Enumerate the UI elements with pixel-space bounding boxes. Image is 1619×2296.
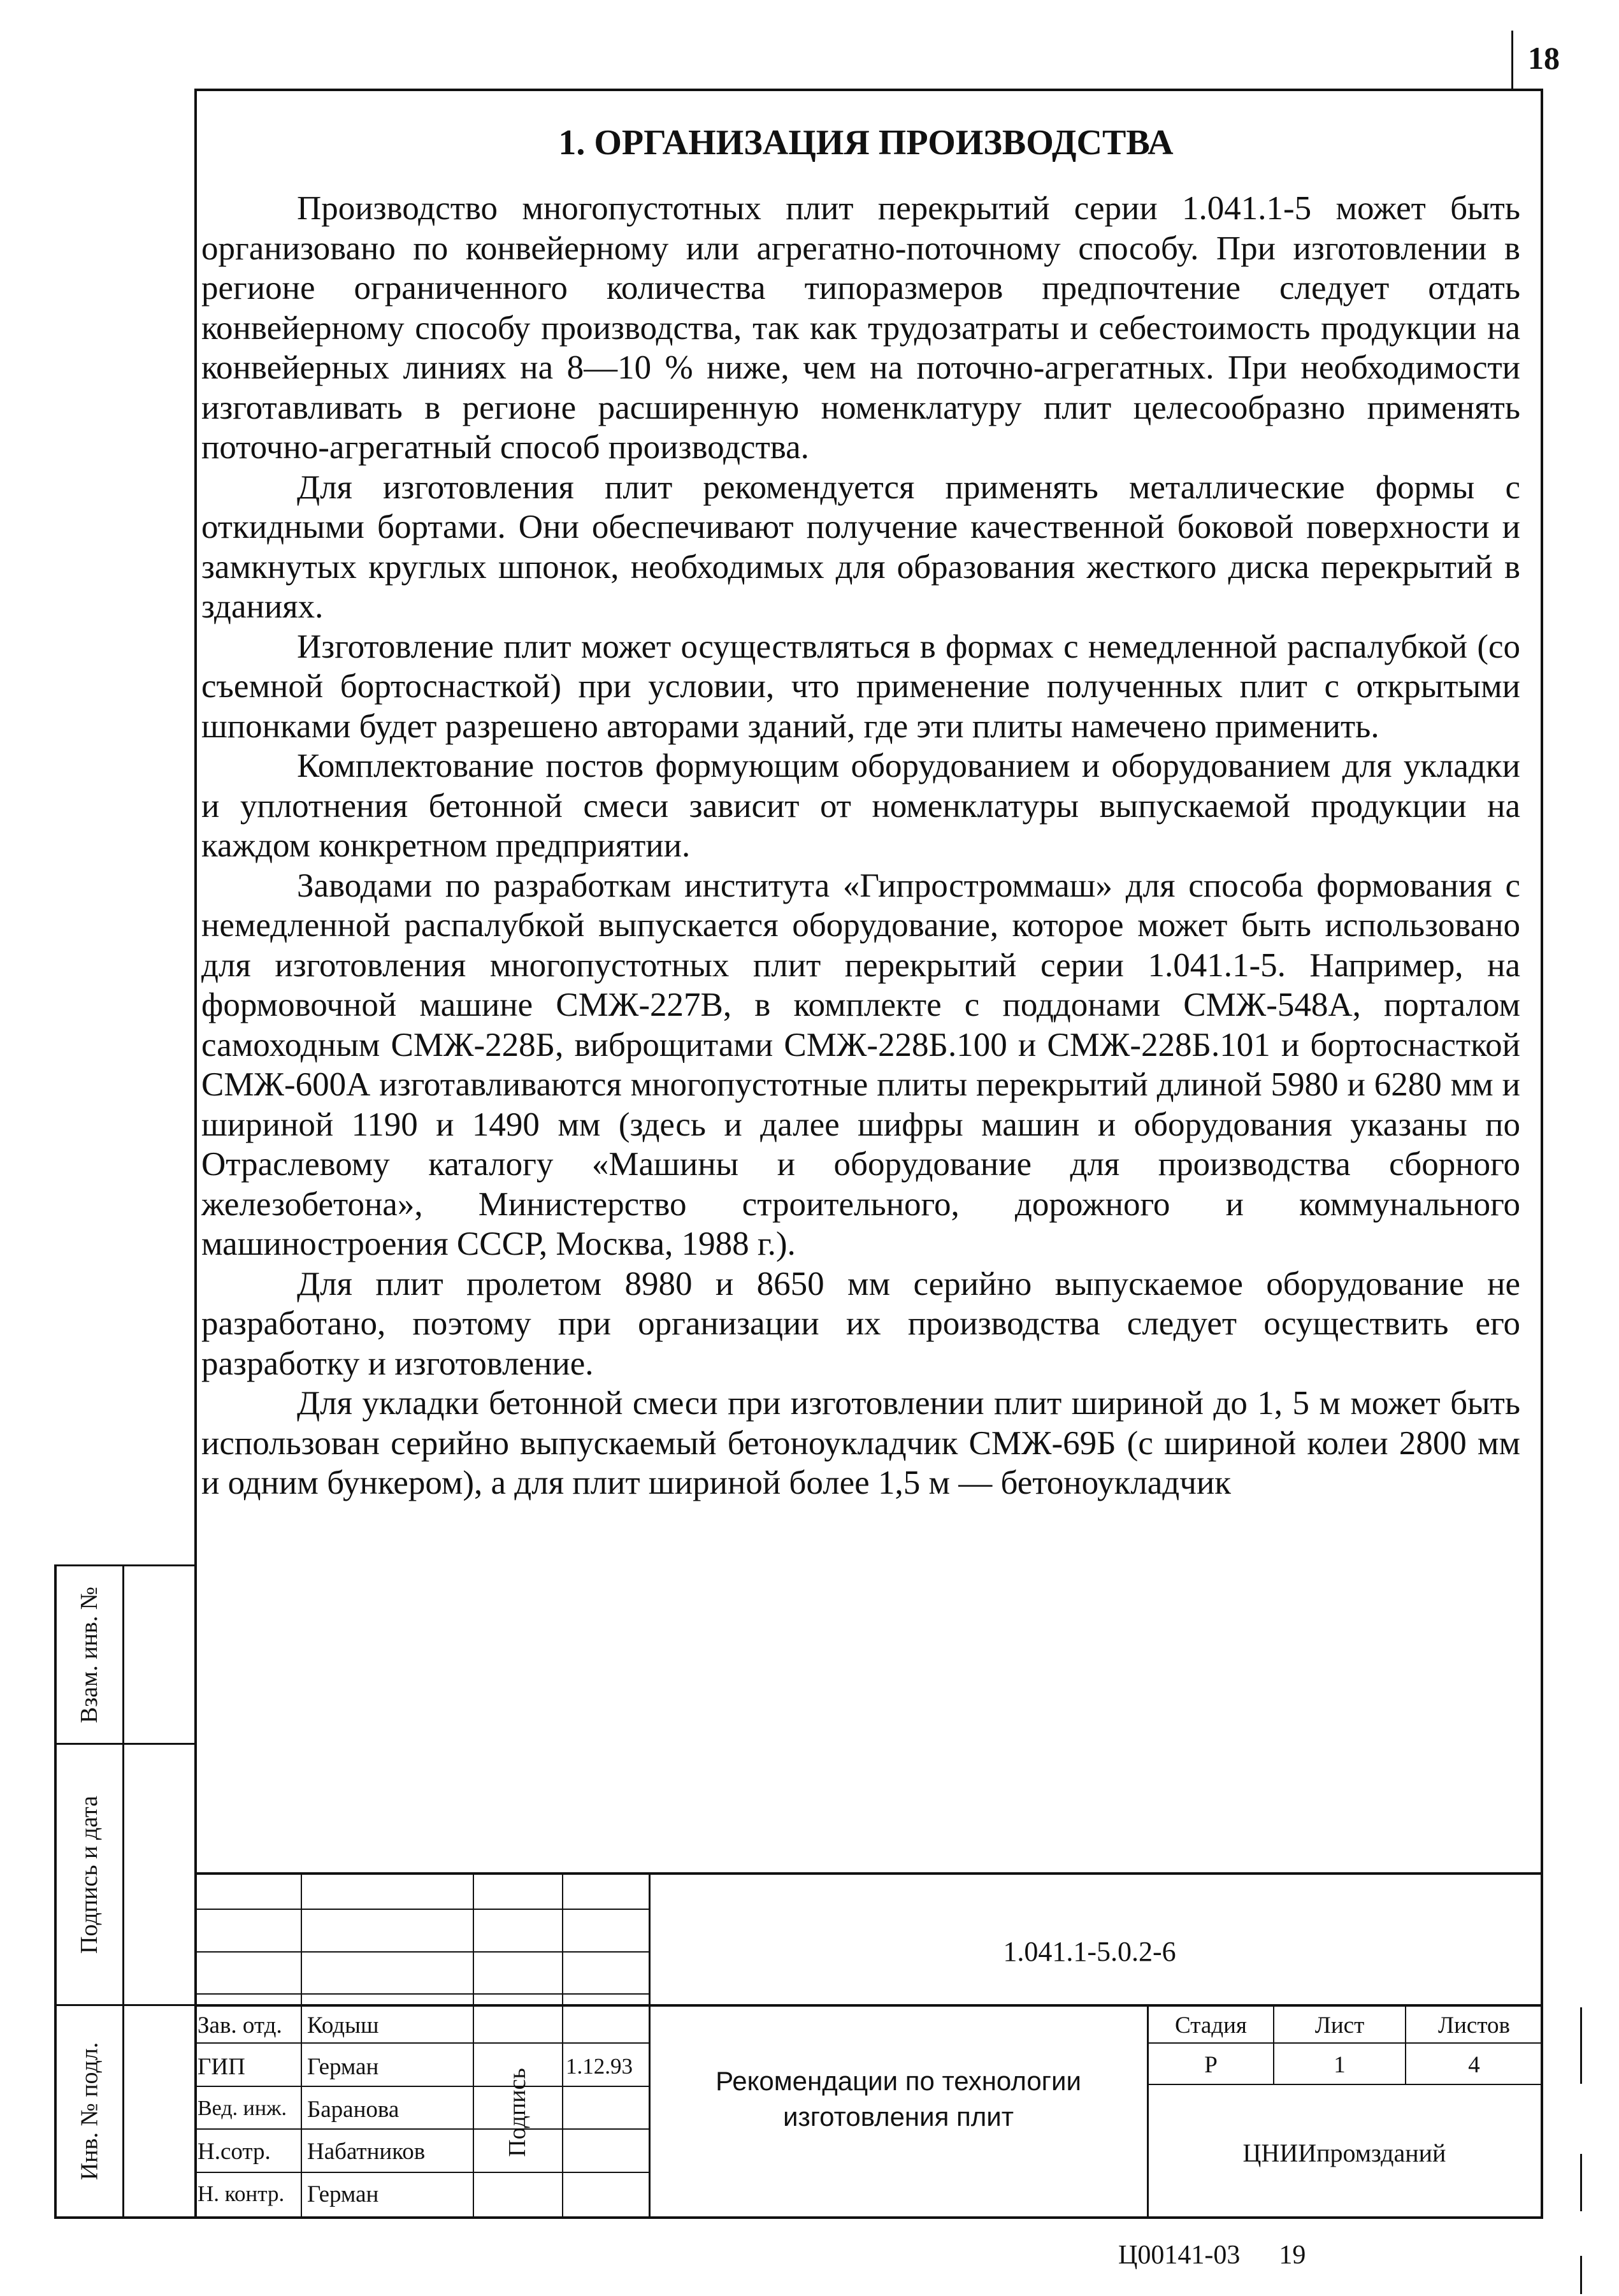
name-3: Баранова	[307, 2097, 399, 2123]
paragraph-6: Для плит пролетом 8980 и 8650 мм серийно выпускаемое оборудование не разработано, поэтому при организации их производства следует осуществить его разработку и изготовление.	[201, 1265, 1520, 1382]
footer-number: 19	[1279, 2241, 1306, 2270]
tb-row-2	[194, 2086, 649, 2087]
document-title: Рекомендации по технологии изготовления плит	[716, 2066, 1081, 2132]
document-code: 1.041.1-5.0.2-6	[1003, 1936, 1176, 1967]
role-1: Зав. отд.	[198, 2012, 282, 2039]
paragraph-2: Для изготовления плит рекомендуется применять металлические формы с откидными бортами. Они обеспечивают получение качественной боковой поверхности и замкнутых круглых шпонок, необходимых для образования жесткого диска перекрытий в зданиях.	[201, 468, 1520, 625]
footer-code: Ц00141-03	[1118, 2241, 1241, 2270]
page-number: 18	[1528, 40, 1560, 76]
sheets-label: Листов	[1438, 2012, 1510, 2039]
role-2: ГИП	[198, 2054, 245, 2080]
paragraph-7: Для укладки бетонной смеси при изготовлении плит шириной до 1, 5 м может быть использован серийно выпускаемый бетоноукладчик СМЖ-69Б (с шириной колеи 2800 мм и одним бункером), а для плит шириной более 1,5 м — бетоноукладчик	[201, 1385, 1520, 1501]
scan-mark-2	[1580, 2154, 1582, 2211]
frame-bottom	[54, 2216, 1543, 2219]
tb-row-c	[194, 1993, 649, 1995]
sheet-label: Лист	[1314, 2012, 1365, 2039]
tb-top	[194, 1872, 1543, 1875]
tb-col-1	[301, 1872, 302, 2218]
footer	[1118, 2240, 1306, 2271]
scan-mark-1	[1580, 2007, 1582, 2084]
paragraph-1: Производство многопустотных плит перекрытий серии 1.041.1-5 может быть организовано по конвейерному или агрегатно-поточному способу. При изготовлении в регионе ограниченного количества типоразмеров предпочтение следует отдать конвейерному способу производства, так как трудозатраты и себестоимость продукции на конвейерных линиях на 8—10 % ниже, чем на поточно-агрегатных. При необходимости изготавливать в регионе расширенную номенклатуру плит целесообразно применять поточно-агрегатный способ производства.	[201, 190, 1520, 466]
document-body	[198, 90, 1534, 1503]
paragraph-3: Изготовление плит может осуществляться в формах с немедленной распалубкой (со съемной бортоснасткой) при условии, что применение полученных плит с открытыми шпонками будет разрешено авторами зданий, где эти плиты намечено применить.	[201, 628, 1520, 745]
name-5: Герман	[307, 2181, 379, 2207]
inv-orig-label: Инв. № подл.	[76, 2042, 103, 2181]
name-4: Набатников	[307, 2139, 426, 2165]
tb-col-4	[649, 1872, 651, 2218]
section-heading: 1. ОРГАНИЗАЦИЯ ПРОИЗВОДСТВА	[558, 123, 1174, 162]
page-number-box-left	[1511, 31, 1513, 89]
tb-col-3	[562, 1872, 563, 2218]
tb-right-row-2	[1147, 2084, 1543, 2085]
name-2: Герман	[307, 2054, 379, 2080]
stage-value: Р	[1204, 2052, 1218, 2078]
side-strip-left	[54, 1564, 57, 2219]
tb-right-row-1	[1147, 2042, 1543, 2044]
tb-row-3	[194, 2128, 649, 2130]
tb-row-4	[194, 2172, 649, 2173]
sheet-value: 1	[1334, 2052, 1346, 2078]
signature-header: Подпись	[504, 2068, 531, 2157]
role-3: Вед. инж.	[198, 2097, 287, 2120]
replace-inv-label: Взам. инв. №	[76, 1586, 103, 1723]
frame-right	[1541, 89, 1543, 2218]
paragraph-4: Комплектование постов формующим оборудованием и оборудованием для укладки и уплотнения бетонной смеси зависит от номенклатуры выпускаемой продукции на каждом конкретном предприятии.	[201, 747, 1520, 864]
tb-col-2	[473, 1872, 474, 2218]
tb-row-b	[194, 1951, 649, 1953]
paragraph-5: Заводами по разработкам института «Гипростроммаш» для способа формования с немедленной распалубкой выпускается оборудование, которое может быть использовано для изготовления многопустотных плит перекрытий серии 1.041.1-5. Например, на формовочной машине СМЖ-227В, в комплекте с поддонами СМЖ-548А, порталом самоходным СМЖ-228Б, виброщитами СМЖ-228Б.100 и СМЖ-228Б.101 и бортоснасткой СМЖ-600А изготавливаются многопустотные плиты перекрытий длиной 5980 и 6280 мм и шириной 1190 и 1490 мм (здесь и далее шифры машин и оборудования указаны по Отраслевому каталогу «Машины и оборудование для производства сборного железобетона», Министерство строительного, дорожного и коммунального машиностроения СССР, Москва, 1988 г.).	[201, 867, 1520, 1262]
tb-row-a	[194, 1909, 649, 1910]
name-1: Кодыш	[307, 2012, 379, 2039]
side-strip-inner	[122, 1564, 124, 2219]
sign-date: 1.12.93	[566, 2054, 633, 2079]
role-5: Н. контр.	[198, 2181, 285, 2206]
tb-row-1	[194, 2042, 649, 2044]
tb-main-row	[194, 2004, 1543, 2007]
sign-date-label: Подпись и дата	[76, 1795, 103, 1954]
sheets-value: 4	[1468, 2052, 1480, 2078]
frame-left	[194, 89, 197, 2218]
scan-mark-3	[1580, 2256, 1582, 2294]
organization: ЦНИИпромзданий	[1242, 2139, 1446, 2167]
role-4: Н.сотр.	[198, 2139, 271, 2165]
stage-label: Стадия	[1175, 2012, 1247, 2039]
